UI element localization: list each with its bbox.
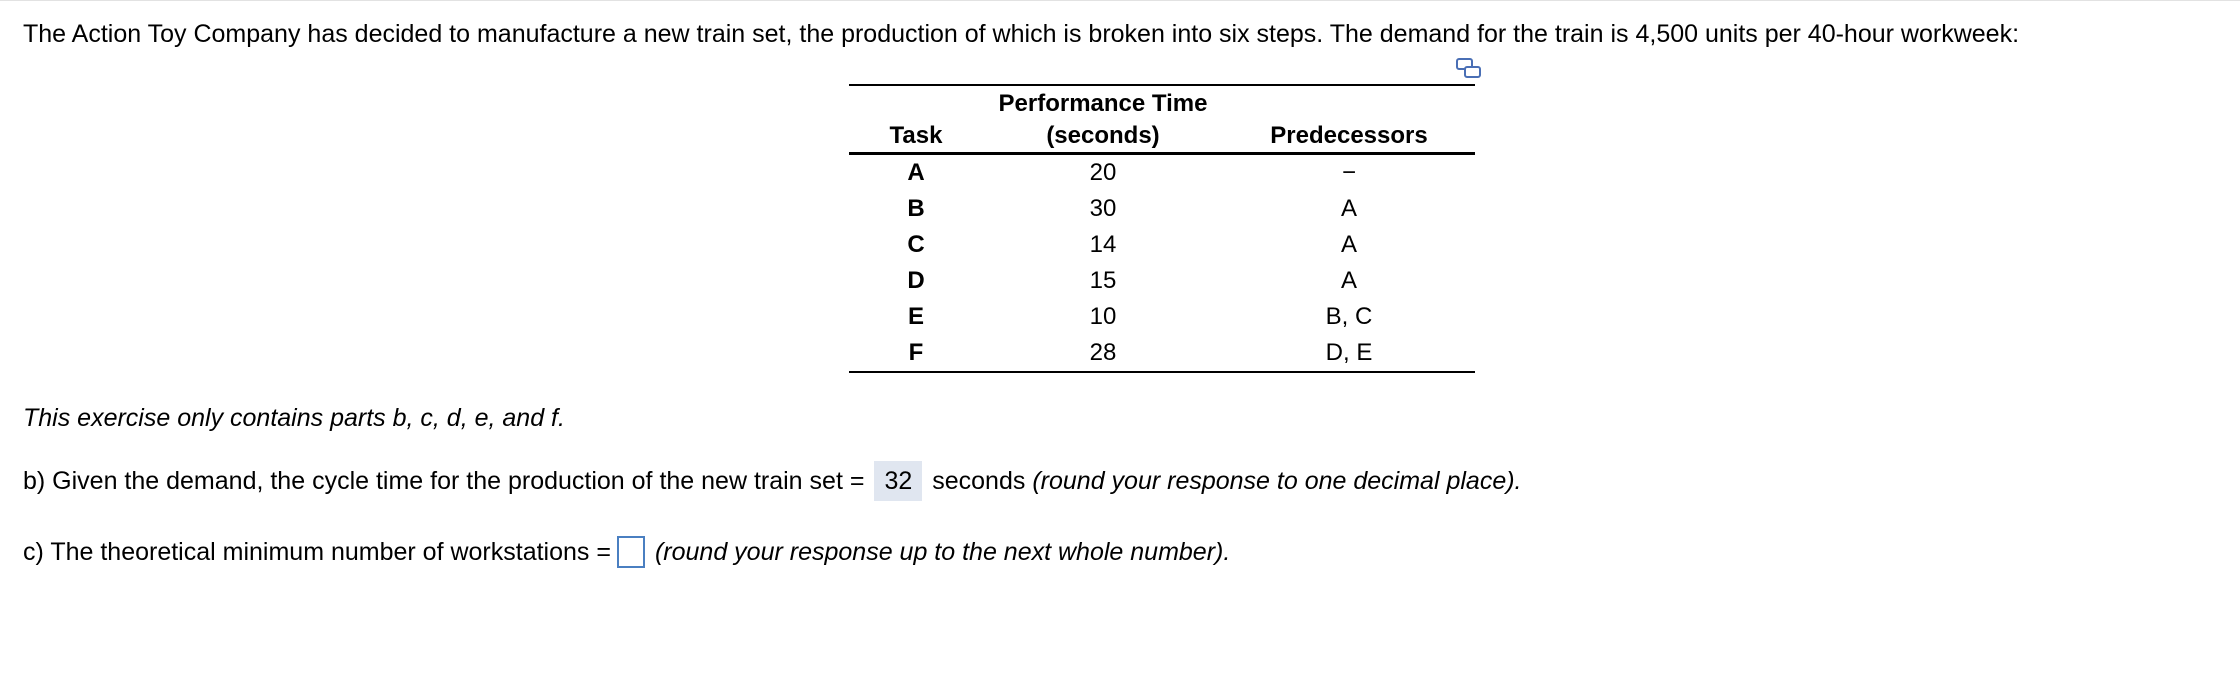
part-c-hint: (round your response up to the next whole number). xyxy=(654,538,1231,566)
cycle-time-answer[interactable]: 32 xyxy=(874,461,922,501)
part-b-question xyxy=(23,461,1522,501)
task-cell: A xyxy=(907,159,925,186)
part-b-hint: (round your response to one decimal place). xyxy=(1032,467,1522,495)
task-cell: E xyxy=(907,303,924,330)
predecessor-cell: B, C xyxy=(1325,303,1373,330)
part-b-unit: seconds xyxy=(932,467,1026,495)
table-row xyxy=(849,191,1475,227)
header-performance-time-line2: (seconds) xyxy=(1046,122,1160,149)
top-border xyxy=(0,0,2240,1)
predecessor-cell: A xyxy=(1340,231,1357,258)
table-header-row xyxy=(849,85,1475,154)
time-cell: 14 xyxy=(1089,231,1117,258)
workstations-input[interactable] xyxy=(617,536,645,568)
table-row xyxy=(849,263,1475,299)
task-cell: F xyxy=(908,339,924,366)
time-cell: 15 xyxy=(1089,267,1117,294)
part-c-question xyxy=(23,532,1230,572)
copy-table-icon[interactable] xyxy=(1456,58,1482,80)
table-row xyxy=(849,299,1475,335)
time-cell: 20 xyxy=(1089,159,1117,186)
part-b-prefix: b) Given the demand, the cycle time for the production of the new train set = xyxy=(23,467,865,495)
time-cell: 30 xyxy=(1089,195,1117,222)
predecessor-cell: A xyxy=(1340,195,1357,222)
predecessor-cell: A xyxy=(1340,267,1357,294)
table-row xyxy=(849,227,1475,263)
exercise-note: This exercise only contains parts b, c, d, e, and f. xyxy=(23,404,565,432)
part-c-prefix: c) The theoretical minimum number of workstations = xyxy=(23,538,611,566)
table-row xyxy=(849,154,1475,192)
task-cell: B xyxy=(907,195,925,222)
predecessor-cell: − xyxy=(1341,159,1356,186)
problem-intro: The Action Toy Company has decided to manufacture a new train set, the production of which is broken into six steps. The demand for the train is 4,500 units per 40-hour workweek: xyxy=(23,20,2020,48)
task-table xyxy=(849,84,1475,373)
header-task: Task xyxy=(849,85,983,154)
task-cell: C xyxy=(907,231,925,258)
header-predecessors: Predecessors xyxy=(1223,85,1475,154)
task-cell: D xyxy=(907,267,925,294)
header-performance-time-line1: Performance Time xyxy=(998,90,1208,117)
predecessor-cell: D, E xyxy=(1325,339,1373,366)
table-row xyxy=(849,335,1475,372)
time-cell: 10 xyxy=(1089,303,1117,330)
header-performance-time xyxy=(983,85,1223,154)
time-cell: 28 xyxy=(1089,339,1117,366)
